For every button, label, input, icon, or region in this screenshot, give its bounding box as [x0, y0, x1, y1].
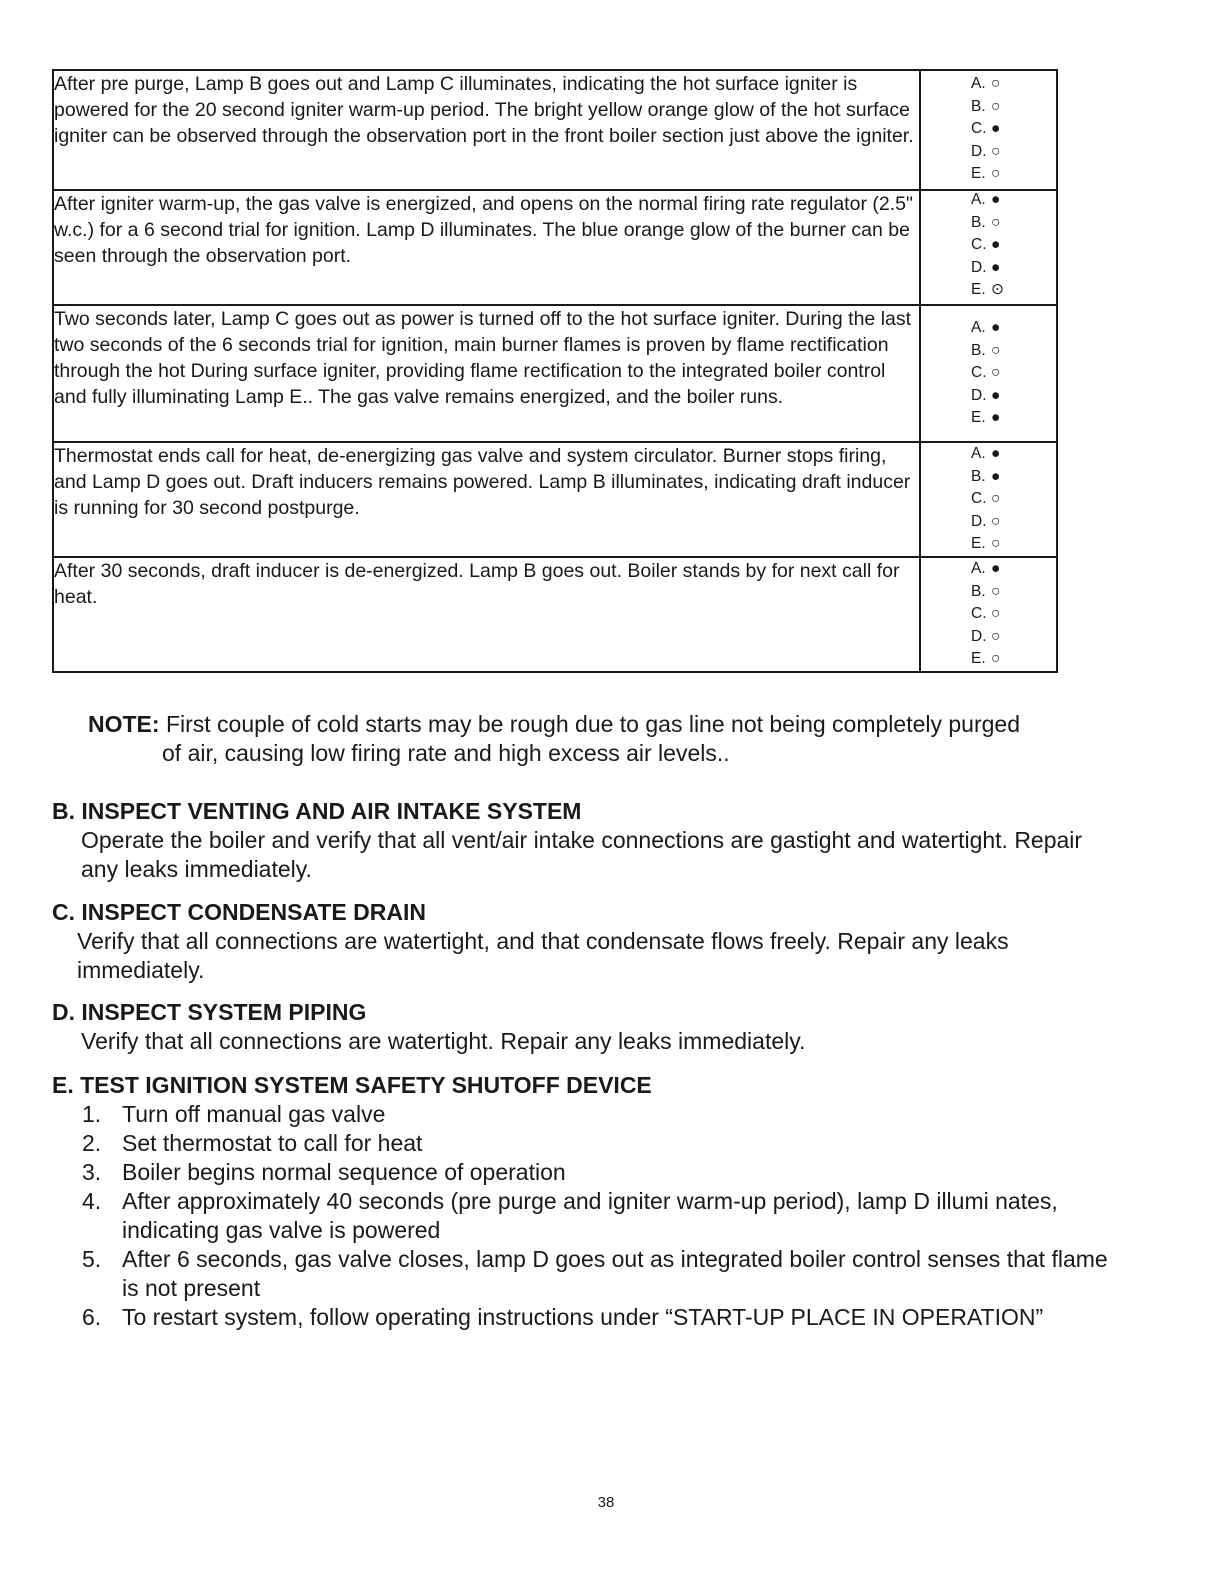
lamp-status-e: [971, 533, 1106, 556]
lamp-letter: A.: [971, 559, 986, 577]
lamp-letter: B.: [971, 467, 986, 485]
sequence-of-operation-table: [52, 69, 1058, 673]
lamp-status-d: [971, 511, 1106, 534]
section-d: [52, 998, 1112, 1056]
lamp-letter: B.: [971, 341, 986, 359]
step-number: 3.: [82, 1159, 102, 1185]
lamp-status-e: [971, 163, 1106, 186]
lamp-letter: E.: [971, 409, 986, 427]
section-heading: C. INSPECT CONDENSATE DRAIN: [52, 899, 426, 925]
section-body: Verify that all connections are watertight. Repair any leaks immediately.: [81, 1028, 806, 1054]
section-b: [52, 797, 1112, 884]
lamp-status-d: [971, 257, 1106, 280]
lamp-state-icon: ○: [991, 341, 1001, 359]
lamp-state-icon: ●: [991, 467, 1001, 485]
lamp-status-a: [971, 189, 1106, 212]
lamp-state-icon: ●: [991, 559, 1001, 577]
lamp-letter: A.: [971, 75, 986, 92]
lamp-letter: B.: [971, 213, 986, 231]
step-text: Set thermostat to call for heat: [122, 1130, 423, 1156]
note-text: First couple of cold starts may be rough due to gas line not being completely purged: [165, 711, 1020, 737]
note-text-continued: of air, causing low firing rate and high excess air levels..: [162, 740, 730, 766]
lamp-state-icon: ○: [991, 512, 1001, 530]
lamp-status-e: [971, 407, 1106, 430]
lamp-status-c: [971, 488, 1106, 511]
note-label: NOTE:: [88, 711, 160, 737]
row-description: Two seconds later, Lamp C goes out as power is turned off to the hot surface igniter. During the last two seconds of the 6 seconds trial for ignition, main burner flames is proven by flame rectification through the hot During surface igniter, providing flame rectification to the integrated boiler control and fully illuminating Lamp E.. The gas valve remains energized, and the boiler runs.: [53, 305, 920, 442]
lamp-status-cell: [920, 70, 1057, 190]
note: [88, 710, 1088, 768]
list-item: [82, 1187, 1112, 1245]
lamp-status-c: [971, 234, 1106, 257]
step-number: 5.: [82, 1246, 102, 1272]
lamp-status-b: [971, 96, 1106, 119]
step-text: To restart system, follow operating instructions under “START-UP PLACE IN OPERATION”: [122, 1304, 1044, 1330]
section-e: [52, 1071, 1112, 1332]
lamp-letter: D.: [971, 512, 987, 530]
lamp-state-icon: ○: [991, 97, 1001, 115]
lamp-state-icon: ⊙: [991, 281, 1004, 299]
lamp-letter: A.: [971, 318, 986, 336]
lamp-state-icon: ○: [991, 582, 1001, 600]
lamp-status-e: [971, 279, 1106, 302]
lamp-state-icon: ○: [991, 535, 1001, 553]
lamp-status-b: [971, 581, 1106, 604]
section-c: [52, 898, 1112, 985]
table-row: [53, 442, 1057, 557]
steps-list: [52, 1100, 1112, 1332]
lamp-letter: B.: [971, 582, 986, 600]
section-body: Verify that all connections are watertight, and that condensate flows freely. Repair any leaks immediately.: [77, 928, 1009, 983]
lamp-state-icon: ●: [991, 120, 1001, 138]
lamp-state-icon: ○: [991, 364, 1001, 382]
section-body: Operate the boiler and verify that all vent/air intake connections are gastight and watertight. Repair any leaks immediately.: [81, 827, 1083, 882]
lamp-status-c: [971, 362, 1106, 385]
lamp-state-icon: ○: [991, 75, 1001, 92]
list-item: [82, 1303, 1112, 1332]
lamp-status-b: [971, 340, 1106, 363]
lamp-status-d: [971, 141, 1106, 164]
row-description: After pre purge, Lamp B goes out and Lamp C illuminates, indicating the hot surface igniter is powered for the 20 second igniter warm-up period. The bright yellow orange glow of the hot surface igniter can be observed through the observation port in the front boiler section just above the igniter.: [53, 70, 920, 190]
lamp-letter: E.: [971, 165, 986, 183]
lamp-letter: C.: [971, 490, 987, 508]
row-description: Thermostat ends call for heat, de-energizing gas valve and system circulator. Burner stops firing, and Lamp D goes out. Draft inducers remains powered. Lamp B illuminates, indicating draft inducer is running for 30 second postpurge.: [53, 442, 920, 557]
lamp-letter: D.: [971, 142, 987, 160]
step-number: 2.: [82, 1130, 102, 1156]
lamp-letter: A.: [971, 444, 986, 462]
lamp-letter: A.: [971, 191, 986, 208]
lamp-state-icon: ●: [991, 409, 1001, 427]
lamp-state-icon: ○: [991, 627, 1001, 645]
table-row: [53, 557, 1057, 672]
lamp-status-cell: [920, 190, 1057, 305]
lamp-status-d: [971, 385, 1106, 408]
lamp-letter: C.: [971, 120, 987, 138]
lamp-status-a: [971, 558, 1106, 581]
lamp-letter: E.: [971, 281, 986, 299]
step-text: Boiler begins normal sequence of operation: [122, 1159, 566, 1185]
list-item: [82, 1129, 1112, 1158]
lamp-status-a: [971, 73, 1106, 96]
lamp-status-a: [971, 443, 1106, 466]
step-number: 6.: [82, 1304, 102, 1330]
lamp-letter: E.: [971, 535, 986, 553]
lamp-state-icon: ●: [991, 444, 1001, 462]
lamp-state-icon: ○: [991, 142, 1001, 160]
step-text: Turn off manual gas valve: [122, 1101, 386, 1127]
step-number: 1.: [82, 1101, 102, 1127]
lamp-state-icon: ●: [991, 386, 1001, 404]
step-text: After 6 seconds, gas valve closes, lamp D goes out as integrated boiler control senses that flame is not present: [122, 1246, 1108, 1301]
lamp-letter: D.: [971, 627, 987, 645]
list-item: [82, 1100, 1112, 1129]
section-heading: D. INSPECT SYSTEM PIPING: [52, 999, 367, 1025]
list-item: [82, 1245, 1112, 1303]
lamp-letter: D.: [971, 386, 987, 404]
lamp-status-cell: [920, 442, 1057, 557]
lamp-status-a: [971, 317, 1106, 340]
lamp-state-icon: ●: [991, 236, 1001, 254]
lamp-state-icon: ●: [991, 191, 1001, 208]
table-row: [53, 190, 1057, 305]
row-description: After 30 seconds, draft inducer is de-energized. Lamp B goes out. Boiler stands by for next call for heat.: [53, 557, 920, 672]
lamp-letter: E.: [971, 650, 986, 668]
section-heading: B. INSPECT VENTING AND AIR INTAKE SYSTEM: [52, 798, 582, 824]
table-row: [53, 70, 1057, 190]
step-number: 4.: [82, 1188, 102, 1214]
step-text: After approximately 40 seconds (pre purge and igniter warm-up period), lamp D illumi nates, indicating gas valve is powered: [122, 1188, 1058, 1243]
lamp-status-c: [971, 603, 1106, 626]
lamp-state-icon: ●: [991, 258, 1001, 276]
lamp-status-cell: [920, 557, 1057, 672]
lamp-state-icon: ○: [991, 490, 1001, 508]
lamp-state-icon: ●: [991, 318, 1001, 336]
lamp-letter: B.: [971, 97, 986, 115]
lamp-status-e: [971, 648, 1106, 671]
lamp-status-b: [971, 212, 1106, 235]
lamp-status-cell: [920, 305, 1057, 442]
lamp-state-icon: ○: [991, 605, 1001, 623]
lamp-letter: C.: [971, 364, 987, 382]
note-line: [88, 710, 1088, 739]
lamp-state-icon: ○: [991, 650, 1001, 668]
lamp-state-icon: ○: [991, 165, 1001, 183]
lamp-status-d: [971, 626, 1106, 649]
list-item: [82, 1158, 1112, 1187]
lamp-state-icon: ○: [991, 213, 1001, 231]
row-description: After igniter warm-up, the gas valve is energized, and opens on the normal firing rate regulator (2.5" w.c.) for a 6 second trial for ignition. Lamp D illuminates. The blue orange glow of the burner can be seen through the observation port.: [53, 190, 920, 305]
lamp-letter: C.: [971, 605, 987, 623]
lamp-status-b: [971, 466, 1106, 489]
lamp-letter: D.: [971, 258, 987, 276]
section-heading: E. TEST IGNITION SYSTEM SAFETY SHUTOFF DEVICE: [52, 1072, 652, 1098]
page-number: 38: [597, 1494, 615, 1511]
table-row: [53, 305, 1057, 442]
lamp-letter: C.: [971, 236, 987, 254]
lamp-status-c: [971, 118, 1106, 141]
